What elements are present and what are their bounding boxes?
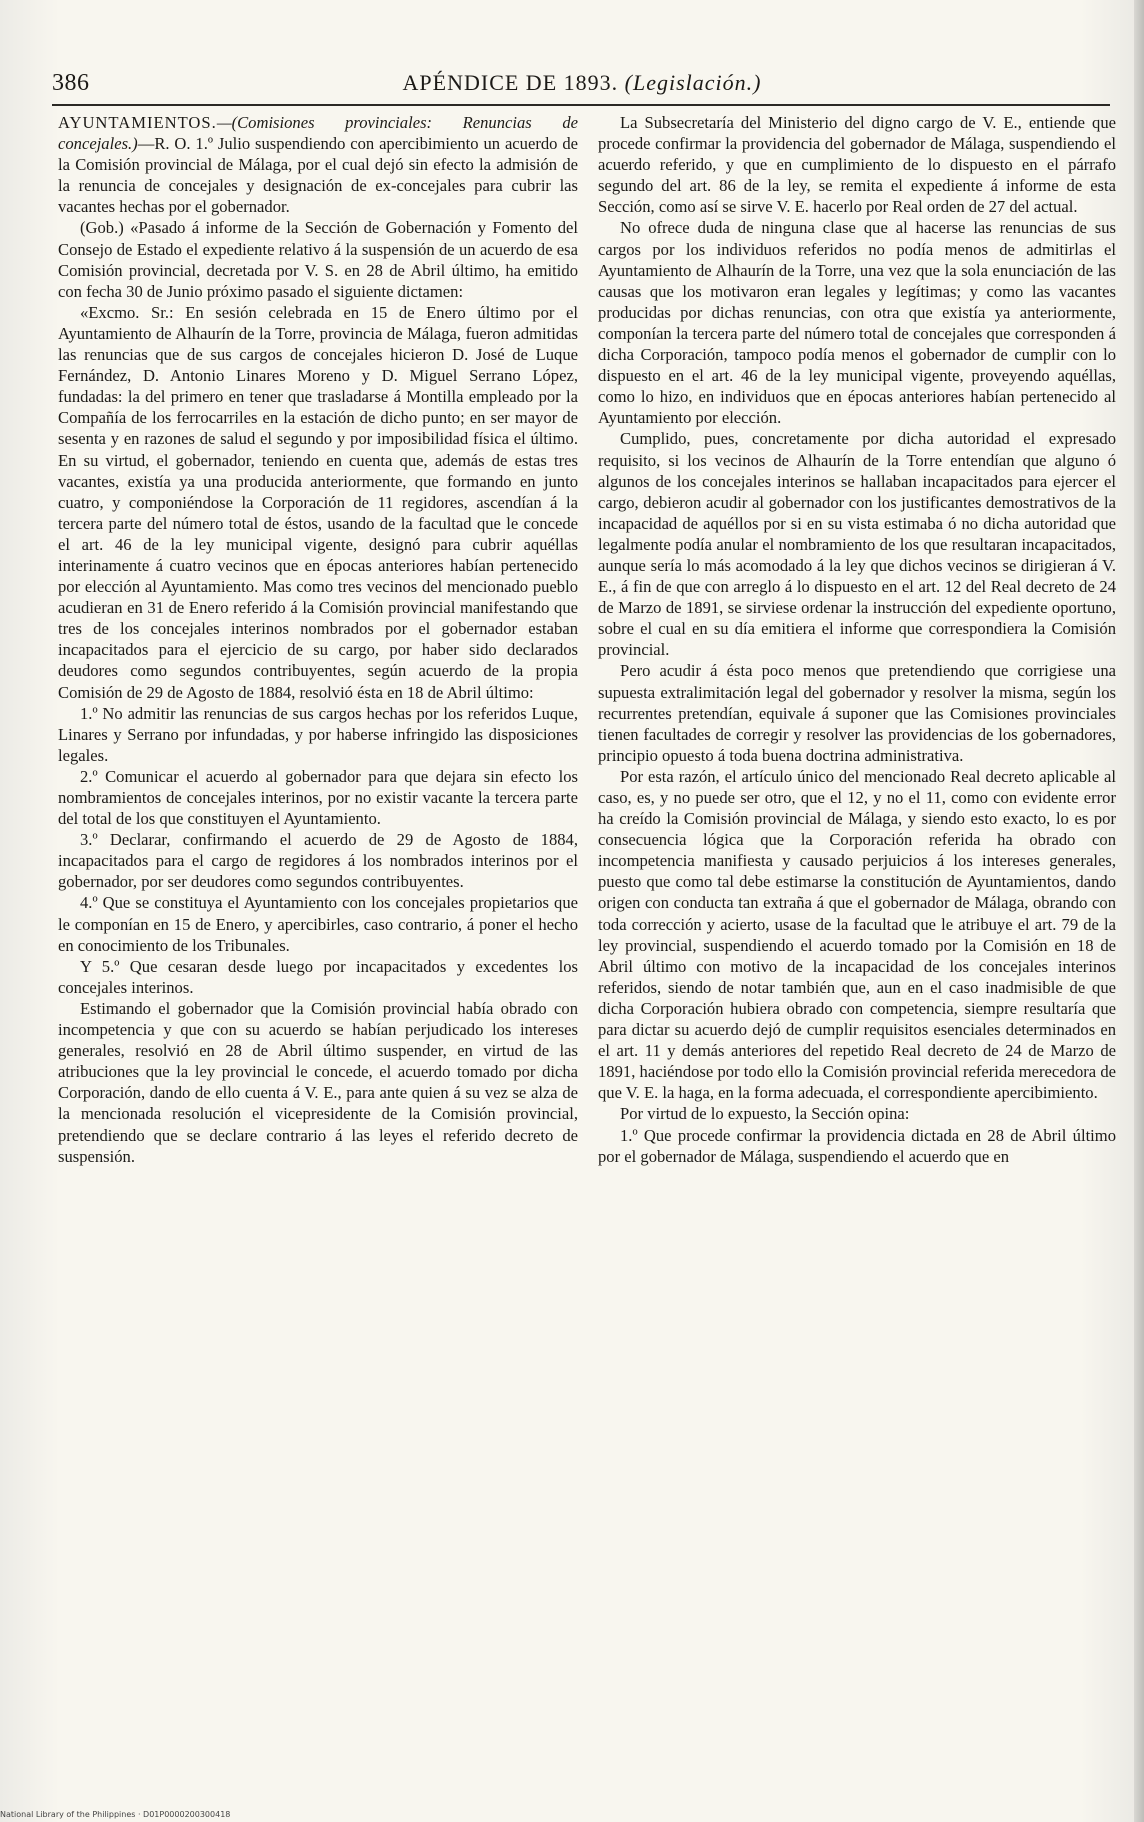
paragraph: Cumplido, pues, concretamente por dicha autoridad el expresado requisito, si los vecinos de Alhaurín de la Torre entendían que alguno ó algunos de los concejales interinos se hallaban incapacitados para ejercer el cargo, debieron acudir al gobernador con los justificantes demostrativos de la incapacidad de aquéllos por si en su vista estimaba ó no dicha autoridad que legalmente podía anular el nombramiento de los que resultaran incapacitados, aunque sería lo más acomodado á la ley que dichos vecinos se dirigieran á V. E., á fin de que con arreglo á lo dispuesto en el art. 12 del Real decreto de 24 de Marzo de 1891, se sirviese ordenar la instrucción del expediente oportuno, sobre el cual en su día emitiera el informe que correspondiera la Comisión provincial.: [598, 429, 1116, 660]
header-rule: [52, 104, 1110, 106]
paragraph: Y 5.º Que cesaran desde luego por incapacitados y excedentes los concejales interinos.: [58, 956, 578, 997]
running-head: [52, 70, 1112, 96]
article-heading: [58, 112, 578, 217]
paragraph: La Subsecretaría del Ministerio del digno cargo de V. E., entiende que procede confirmar la providencia del gobernador de Málaga, suspendiendo el acuerdo referido, y que en cumplimiento de lo dispuesto en el párrafo segundo del art. 86 de la ley, se remita el expediente á informe de esta Sección, como así se sirve V. E. hacerlo por Real orden de 27 del actual.: [598, 113, 1116, 217]
left-column: [58, 112, 578, 1167]
paragraph: 1.º Que procede confirmar la providencia dictada en 28 de Abril último por el gobernador de Málaga, suspendiendo el acuerdo que en: [598, 1125, 1116, 1166]
heading-italic: —(Comisiones provinciales: Renuncias de concejales.): [58, 113, 578, 154]
paragraph: Por virtud de lo expuesto, la Sección opina:: [620, 1104, 910, 1124]
page-edge-shadow: [1134, 0, 1144, 1822]
scan-credit: National Library of the Philippines · D01P0000200300418: [0, 1810, 231, 1819]
paragraph: 3.º Declarar, confirmando el acuerdo de 29 de Agosto de 1884, incapacitados para el cargo de regidores á los nombrados interinos por el gobernador, por ser deudores como segundos contribuyentes.: [58, 830, 578, 892]
paragraph: No ofrece duda de ninguna clase que al hacerse las renuncias de sus cargos por los individuos referidos no podía menos de admitirlas el Ayuntamiento de Alhaurín de la Torre, una vez que la sola enunciación de las causas que los motivaron eran legales y legítimas; y como las vacantes producidas por dichas renuncias, con otra que existía ya anteriormente, componían la tercera parte del número total de concejales que corresponden á dicha Corporación, tampoco podía menos el gobernador de cumplir con lo dispuesto en el art. 46 de la ley municipal vigente, proveyendo aquéllas, como lo hizo, en individuos que en épocas anteriores habían pertenecido al Ayuntamiento por elección.: [598, 218, 1116, 428]
heading-summary: —R. O. 1.º Julio suspendiendo con apercibimiento un acuerdo de la Comisión provincial de Málaga, por el cual dejó sin efecto la admisión de la renuncia de concejales y designación de ex-concejales para cubrir las vacantes hechas por el gobernador.: [58, 134, 578, 217]
paragraph: Pero acudir á ésta poco menos que pretendiendo que corrigiese una supuesta extralimitación legal del gobernador y resolver la misma, según los recurrentes pretendían, equivale á suponer que las Comisiones provinciales tienen facultades de corregir y resolver las providencias de los gobernadores, principio opuesto á toda buena doctrina administrativa.: [598, 661, 1116, 765]
paragraph: (Gob.) «Pasado á informe de la Sección de Gobernación y Fomento del Consejo de Estado el expediente relativo á la suspensión de un acuerdo de esa Comisión provincial, decretada por V. S. en 28 de Abril último, ha emitido con fecha 30 de Junio próximo pasado el siguiente dictamen:: [58, 218, 578, 301]
paragraph: Estimando el gobernador que la Comisión provincial había obrado con incompetencia y que con su acuerdo se habían perjudicado los intereses generales, resolvió en 28 de Abril último suspender, en virtud de las atribuciones que la ley provincial le concede, el acuerdo tomado por dicha Corporación, dando de ello cuenta á V. E., para ante quien á su vez se alza de la mencionada resolución el vicepresidente de la Comisión provincial, pretendiendo que se declare contrario á las leyes el referido decreto de suspensión.: [58, 998, 578, 1166]
text-columns: [58, 112, 1118, 1802]
paragraph: 1.º No admitir las renuncias de sus cargos hechas por los referidos Luque, Linares y Serrano por infundadas, y por haberse infringido las disposiciones legales.: [58, 703, 578, 765]
running-head-subtitle: (Legislación.): [624, 70, 762, 95]
page-number: 386: [52, 70, 90, 96]
paragraph: Por esta razón, el artículo único del mencionado Real decreto aplicable al caso, es, y no puede ser otro, que el 12, y no el 11, como con evidente error ha creído la Comisión provincial de Málaga, y siendo esto exacto, lo es por consecuencia lógica que la Corporación referida ha obrado con incompetencia manifiesta y causado perjuicios á los intereses generales, puesto que como tal debe estimarse la constitución de Ayuntamientos, dando origen con conducta tan extraña á que el gobernador de Málaga, obrando con toda corrección y acierto, usase de la facultad que le atribuye el art. 79 de la ley provincial, suspendiendo el acuerdo tomado por la Comisión en 18 de Abril último con motivo de la incapacidad de los concejales interinos referidos, siendo de notar también que, aun en el caso inadmisible de que dicha Corporación hubiera obrado con competencia, siempre resultaría que para dictar su acuerdo dejó de cumplir requisitos esenciales determinados en el art. 11 y demás anteriores del repetido Real decreto de 24 de Marzo de 1891, haciéndose por todo ello la Comisión provincial referida merecedora de que V. E. la haga, en la forma adecuada, el correspondiente apercibimiento.: [598, 766, 1116, 1103]
heading-caps: AYUNTAMIENTOS.: [58, 113, 217, 132]
running-head-title: APÉNDICE DE 1893.: [402, 70, 619, 95]
paragraph: 4.º Que se constituya el Ayuntamiento con los concejales propietarios que le componían en 15 de Enero, y apercibirles, caso contrario, á poner el hecho en conocimiento de los Tribunales.: [58, 893, 578, 955]
paragraph: «Excmo. Sr.: En sesión celebrada en 15 de Enero último por el Ayuntamiento de Alhaurín de la Torre, provincia de Málaga, fueron admitidas las renuncias que de sus cargos de concejales hicieron D. José de Luque Fernández, D. Antonio Linares Moreno y D. Miguel Serrano López, fundadas: la del primero en tener que trasladarse á Montilla empleado por la Compañía de los ferrocarriles en la estación de dicho punto; en ser mayor de sesenta y en razones de salud el segundo y por imposibilidad física el último. En su virtud, el gobernador, teniendo en cuenta que, además de estas tres vacantes, existía ya una producida anteriormente, que formando en junto cuatro, y componiéndose la Corporación de 11 regidores, ascendían á la tercera parte del número total de éstos, usando de la facultad que le concede el art. 46 de la ley municipal vigente, designó para cubrir aquéllas interinamente á cuatro vecinos que en épocas anteriores habían pertenecido por elección al Ayuntamiento. Mas como tres vecinos del mencionado pueblo acudieran en 31 de Enero referido á la Comisión provincial manifestando que tres de los concejales interinos nombrados por el gobernador estaban incapacitados para el ejercicio de su cargo, por haber sido declarados deudores como segundos contribuyentes, según acuerdo de la propia Comisión de 29 de Agosto de 1884, resolvió ésta en 18 de Abril último:: [58, 302, 578, 702]
page-header: [52, 68, 1112, 104]
right-column: [598, 112, 1116, 1167]
paragraph: 2.º Comunicar el acuerdo al gobernador para que dejara sin efecto los nombramientos de concejales interinos, por no existir vacante la tercera parte del total de los que constituyen el Ayuntamiento.: [58, 766, 578, 829]
